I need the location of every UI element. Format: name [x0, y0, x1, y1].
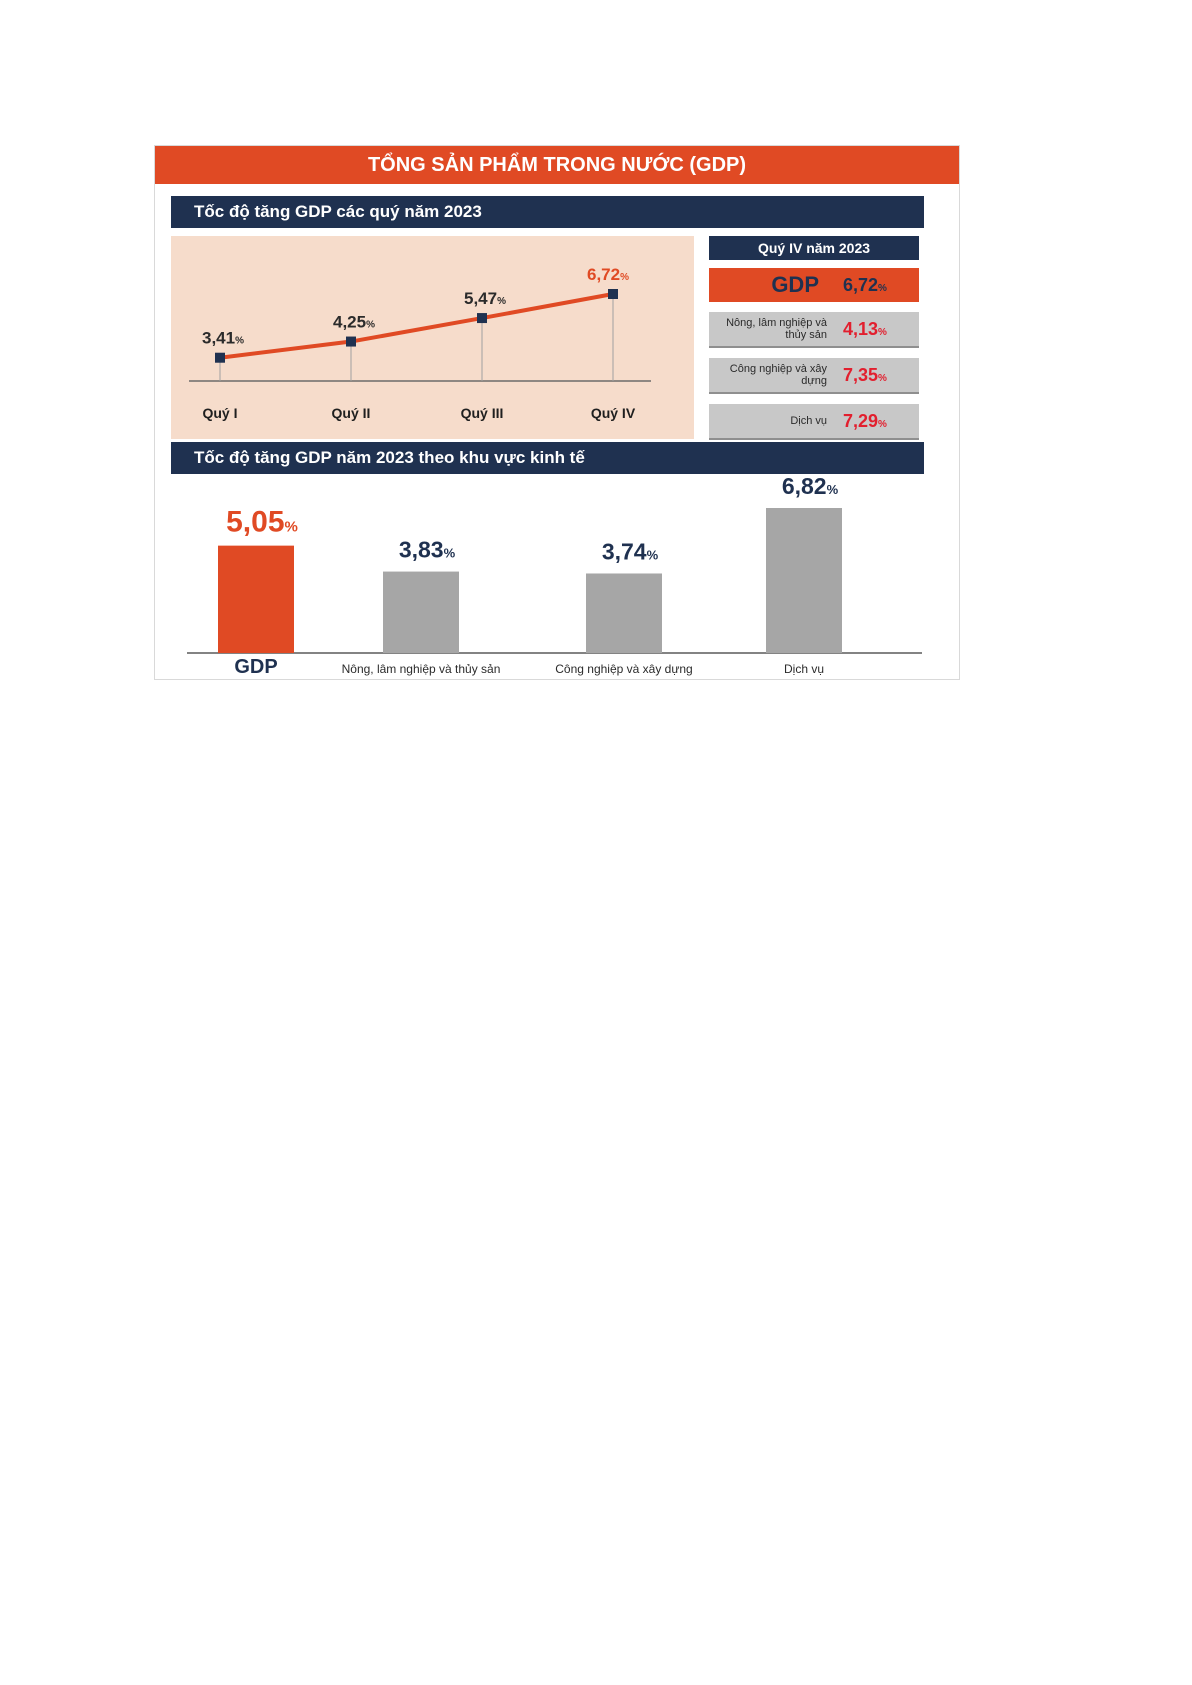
series-line — [220, 294, 613, 358]
gdp-infographic — [154, 145, 960, 680]
bar-value-label: 6,82% — [781, 473, 839, 499]
bar-value-label: 3,83% — [398, 536, 456, 563]
bar-category-label: GDP — [234, 656, 278, 678]
data-label: 3,41% — [202, 328, 244, 348]
q4-summary-header: Quý IV năm 2023 — [709, 236, 919, 260]
data-point — [608, 289, 618, 299]
section-quarterly-title: Tốc độ tăng GDP các quý năm 2023 — [171, 196, 924, 228]
data-point — [215, 353, 225, 363]
category-label: Quý I — [202, 405, 238, 421]
line-chart-svg — [171, 236, 694, 439]
data-label: 4,25% — [333, 312, 375, 332]
q4-industry-row — [709, 358, 919, 394]
q4-services-row — [709, 404, 919, 440]
bar-value-unit: % — [284, 518, 298, 536]
bar-value-unit: % — [826, 482, 839, 497]
section-sector-title: Tốc độ tăng GDP năm 2023 theo khu vực kinh tế — [171, 442, 924, 474]
bar-category-label: Công nghiệp và xây dựng — [555, 662, 693, 676]
bar-category-label: Nông, lâm nghiệp và thủy sản — [341, 662, 501, 676]
bar-value-unit: % — [646, 547, 659, 563]
q4-gdp-value: 6,72% — [843, 274, 887, 295]
bar — [766, 508, 842, 653]
category-label: Quý III — [460, 405, 504, 421]
data-point — [477, 313, 487, 323]
q4-services-value: 7,29% — [843, 410, 887, 431]
q4-industry-value: 7,35% — [843, 364, 887, 385]
data-label-unit: % — [366, 319, 375, 331]
q4-gdp-row — [709, 268, 919, 302]
bar — [586, 573, 662, 653]
bar-value-unit: % — [443, 545, 456, 561]
bar — [218, 546, 294, 653]
data-point — [346, 337, 356, 347]
q4-agriculture-row — [709, 312, 919, 348]
data-label-unit: % — [620, 272, 629, 283]
q4-summary-panel — [709, 236, 919, 440]
q4-industry-label: Công nghiệp và xây dựng — [729, 363, 827, 387]
data-label-unit: % — [235, 335, 244, 347]
data-label: 5,47% — [464, 289, 506, 309]
category-label: Quý IV — [590, 405, 636, 421]
bar-value-label: 5,05% — [226, 505, 298, 539]
q4-agriculture-label: Nông, lâm nghiệp và thủy sản — [726, 317, 827, 341]
category-label: Quý II — [331, 405, 371, 421]
data-label-unit: % — [497, 296, 506, 308]
bar-value-label: 3,74% — [601, 538, 659, 565]
q4-agriculture-value: 4,13% — [843, 318, 887, 339]
q4-services-label: Dịch vụ — [790, 415, 827, 427]
quarterly-line-chart — [171, 236, 694, 439]
bar — [383, 572, 459, 653]
bar-category-label: Dịch vụ — [783, 662, 825, 676]
q4-gdp-label: GDP — [771, 272, 819, 297]
data-label: 6,72% — [587, 265, 629, 284]
infographic-title: TỔNG SẢN PHẨM TRONG NƯỚC (GDP) — [155, 146, 959, 184]
